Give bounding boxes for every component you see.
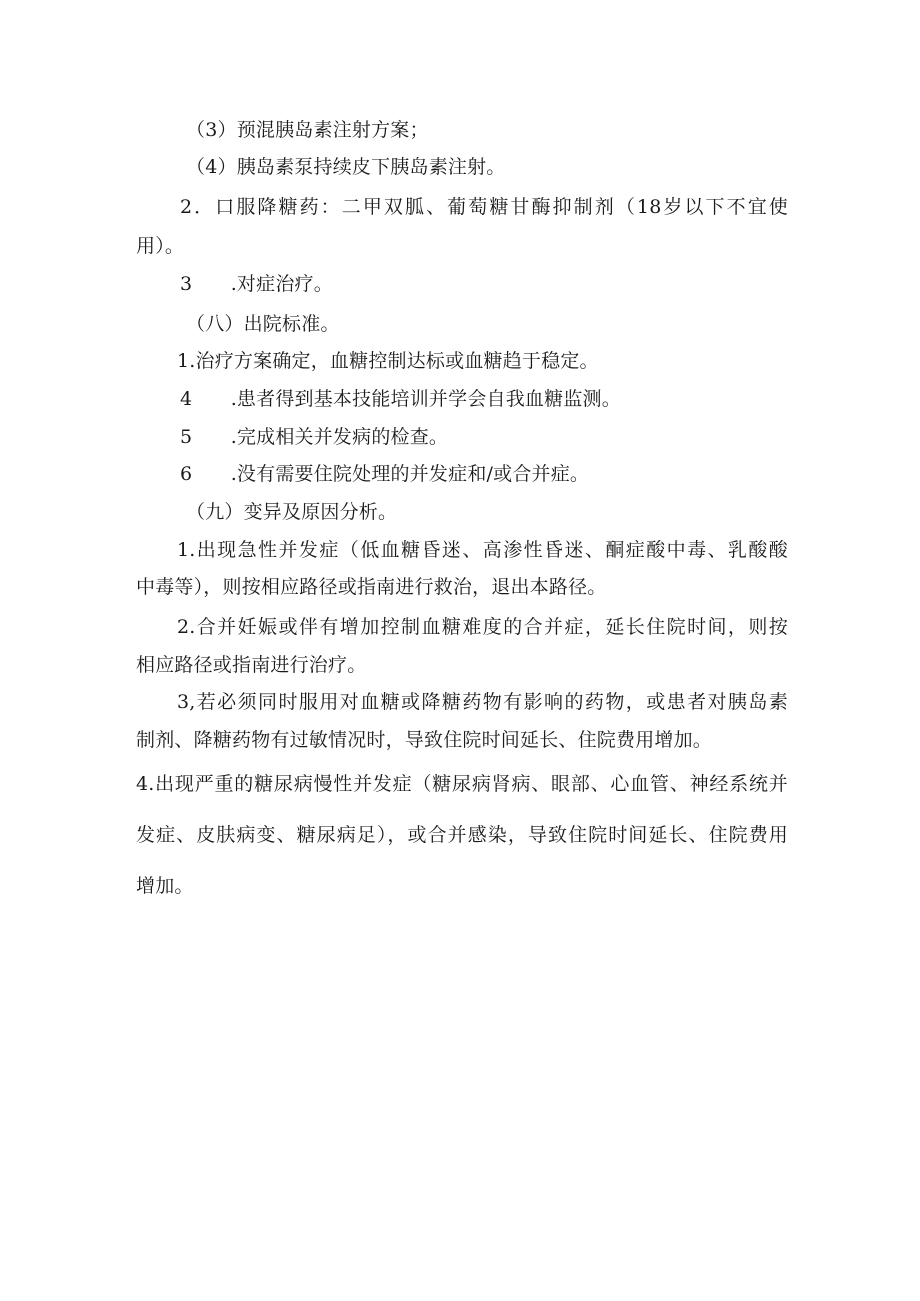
text-line: 用）。	[136, 235, 185, 257]
text-line: 制剂、降糖药物有过敏情况时，导致住院时间延长、住院费用增加。	[136, 729, 713, 751]
text-line: 2.合并妊娠或伴有增加控制血糖难度的合并症，延长住院时间，则按	[177, 616, 788, 638]
text-line: （3）预混胰岛素注射方案；	[186, 119, 429, 141]
text-line: 2．口服降糖药：二甲双胍、葡萄糖甘酶抑制剂（18岁以下不宜使	[180, 196, 788, 218]
text-line: 3,若必须同时服用对血糖或降糖药物有影响的药物，或患者对胰岛素	[177, 691, 788, 713]
text-line: 1.治疗方案确定，血糖控制达标或血糖趋于稳定。	[177, 350, 599, 372]
text-line: 4 .患者得到基本技能培训并学会自我血糖监测。	[180, 388, 621, 410]
text-line: 6 .没有需要住院处理的并发症和/或合并症。	[180, 463, 590, 485]
text-line: 中毒等），则按相应路径或指南进行救治，退出本路径。	[136, 576, 607, 598]
text-line: 增加。	[136, 875, 194, 897]
text-line: （九）变异及原因分析。	[186, 501, 398, 523]
text-line: 4.出现严重的糖尿病慢性并发症（糖尿病肾病、眼部、心血管、神经系统并	[136, 773, 788, 795]
text-line: 1.出现急性并发症（低血糖昏迷、高渗性昏迷、酮症酸中毒、乳酸酸	[177, 539, 788, 561]
text-line: 3 .对症治疗。	[180, 273, 333, 295]
text-line: （八）出院标准。	[186, 313, 340, 335]
text-line: 5 .完成相关并发病的检查。	[180, 426, 449, 448]
text-line: 发症、皮肤病变、糖尿病足），或合并感染，导致住院时间延长、住院费用	[136, 824, 788, 846]
text-line: 相应路径或指南进行治疗。	[136, 654, 367, 676]
text-line: （4）胰岛素泵持续皮下胰岛素注射。	[186, 156, 506, 178]
